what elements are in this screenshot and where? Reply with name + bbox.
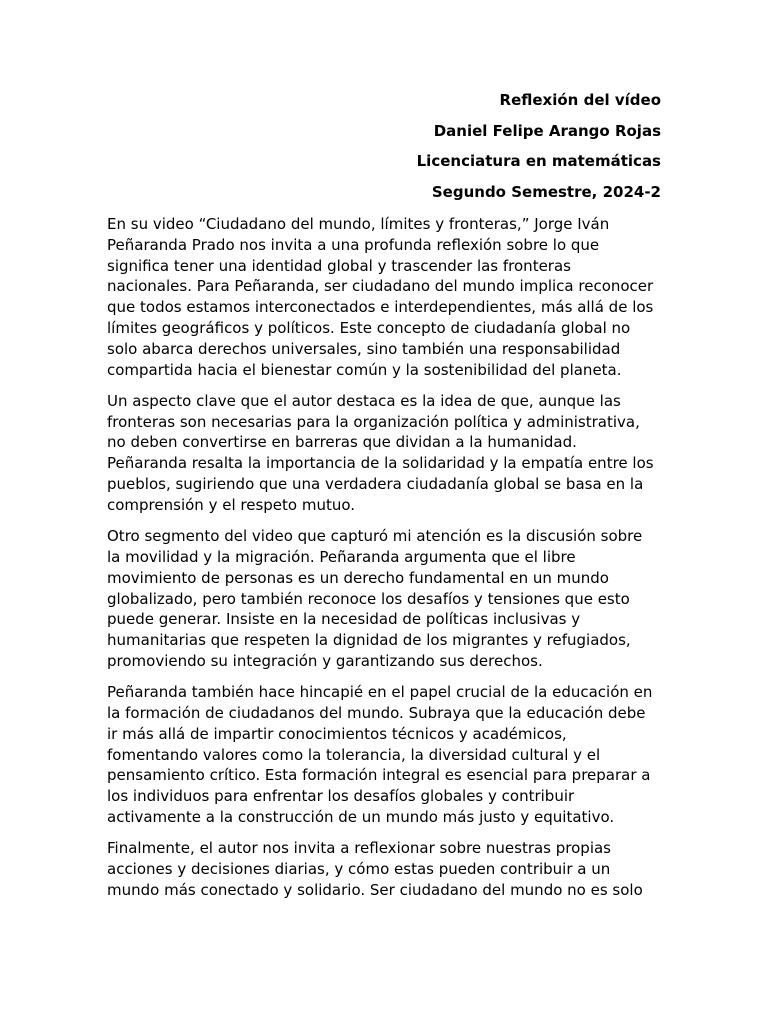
paragraph-4: Peñaranda también hace hincapié en el papel crucial de la educación en la formación de ciudadanos del mundo. Subraya que la educación debe ir más allá de impartir conocimientos técnicos y académicos, fomentando valores como la tolerancia, la diversidad cultural y el pensamiento crítico. Esta formación integral es esencial para preparar a los individuos para enfrentar los desafíos globales y contribuir activamente a la construcción de un mundo más justo y equitativo. (107, 683, 653, 827)
author-name: Daniel Felipe Arango Rojas (433, 121, 661, 140)
document-body (107, 214, 667, 911)
document-header (107, 89, 661, 211)
paragraph-5: Finalmente, el autor nos invita a reflexionar sobre nuestras propias acciones y decisiones diarias, y cómo estas pueden contribuir a un mundo más conectado y solidario. Ser ciudadano del mundo no es solo (107, 839, 643, 899)
semester-label: Segundo Semestre, 2024-2 (431, 182, 661, 201)
paragraph-1: En su video “Ciudadano del mundo, límites y fronteras,” Jorge Iván Peñaranda Prado nos invita a una profunda reflexión sobre lo que significa tener una identidad global y trascender las fronteras nacionales. Para Peñaranda, ser ciudadano del mundo implica reconocer que todos estamos interconectados e interdependientes, más allá de los límites geográficos y políticos. Este concepto de ciudadanía global no solo abarca derechos universales, sino también una responsabilidad compartida hacia el bienestar común y la sostenibilidad del planeta. (107, 215, 654, 379)
document-title: Reflexión del vídeo (499, 91, 661, 109)
paragraph-2: Un aspecto clave que el autor destaca es la idea de que, aunque las fronteras son necesarias para la organización política y administrativa, no deben convertirse en barreras que dividan a la humanidad. Peñaranda resalta la importancia de la solidaridad y la empatía entre los pueblos, sugiriendo que una verdadera ciudadanía global se basa en la comprensión y el respeto mutuo. (107, 391, 654, 514)
paragraph-3: Otro segmento del video que capturó mi atención es la discusión sobre la movilidad y la migración. Peñaranda argumenta que el libre movimiento de personas es un derecho fundamental en un mundo globalizado, pero también reconoce los desafíos y tensiones que esto puede generar. Insiste en la necesidad de políticas inclusivas y humanitarias que respeten la dignidad de los migrantes y refugiados, promoviendo su integración y garantizando sus derechos. (107, 527, 643, 670)
program-name: Licenciatura en matemáticas (416, 152, 661, 170)
